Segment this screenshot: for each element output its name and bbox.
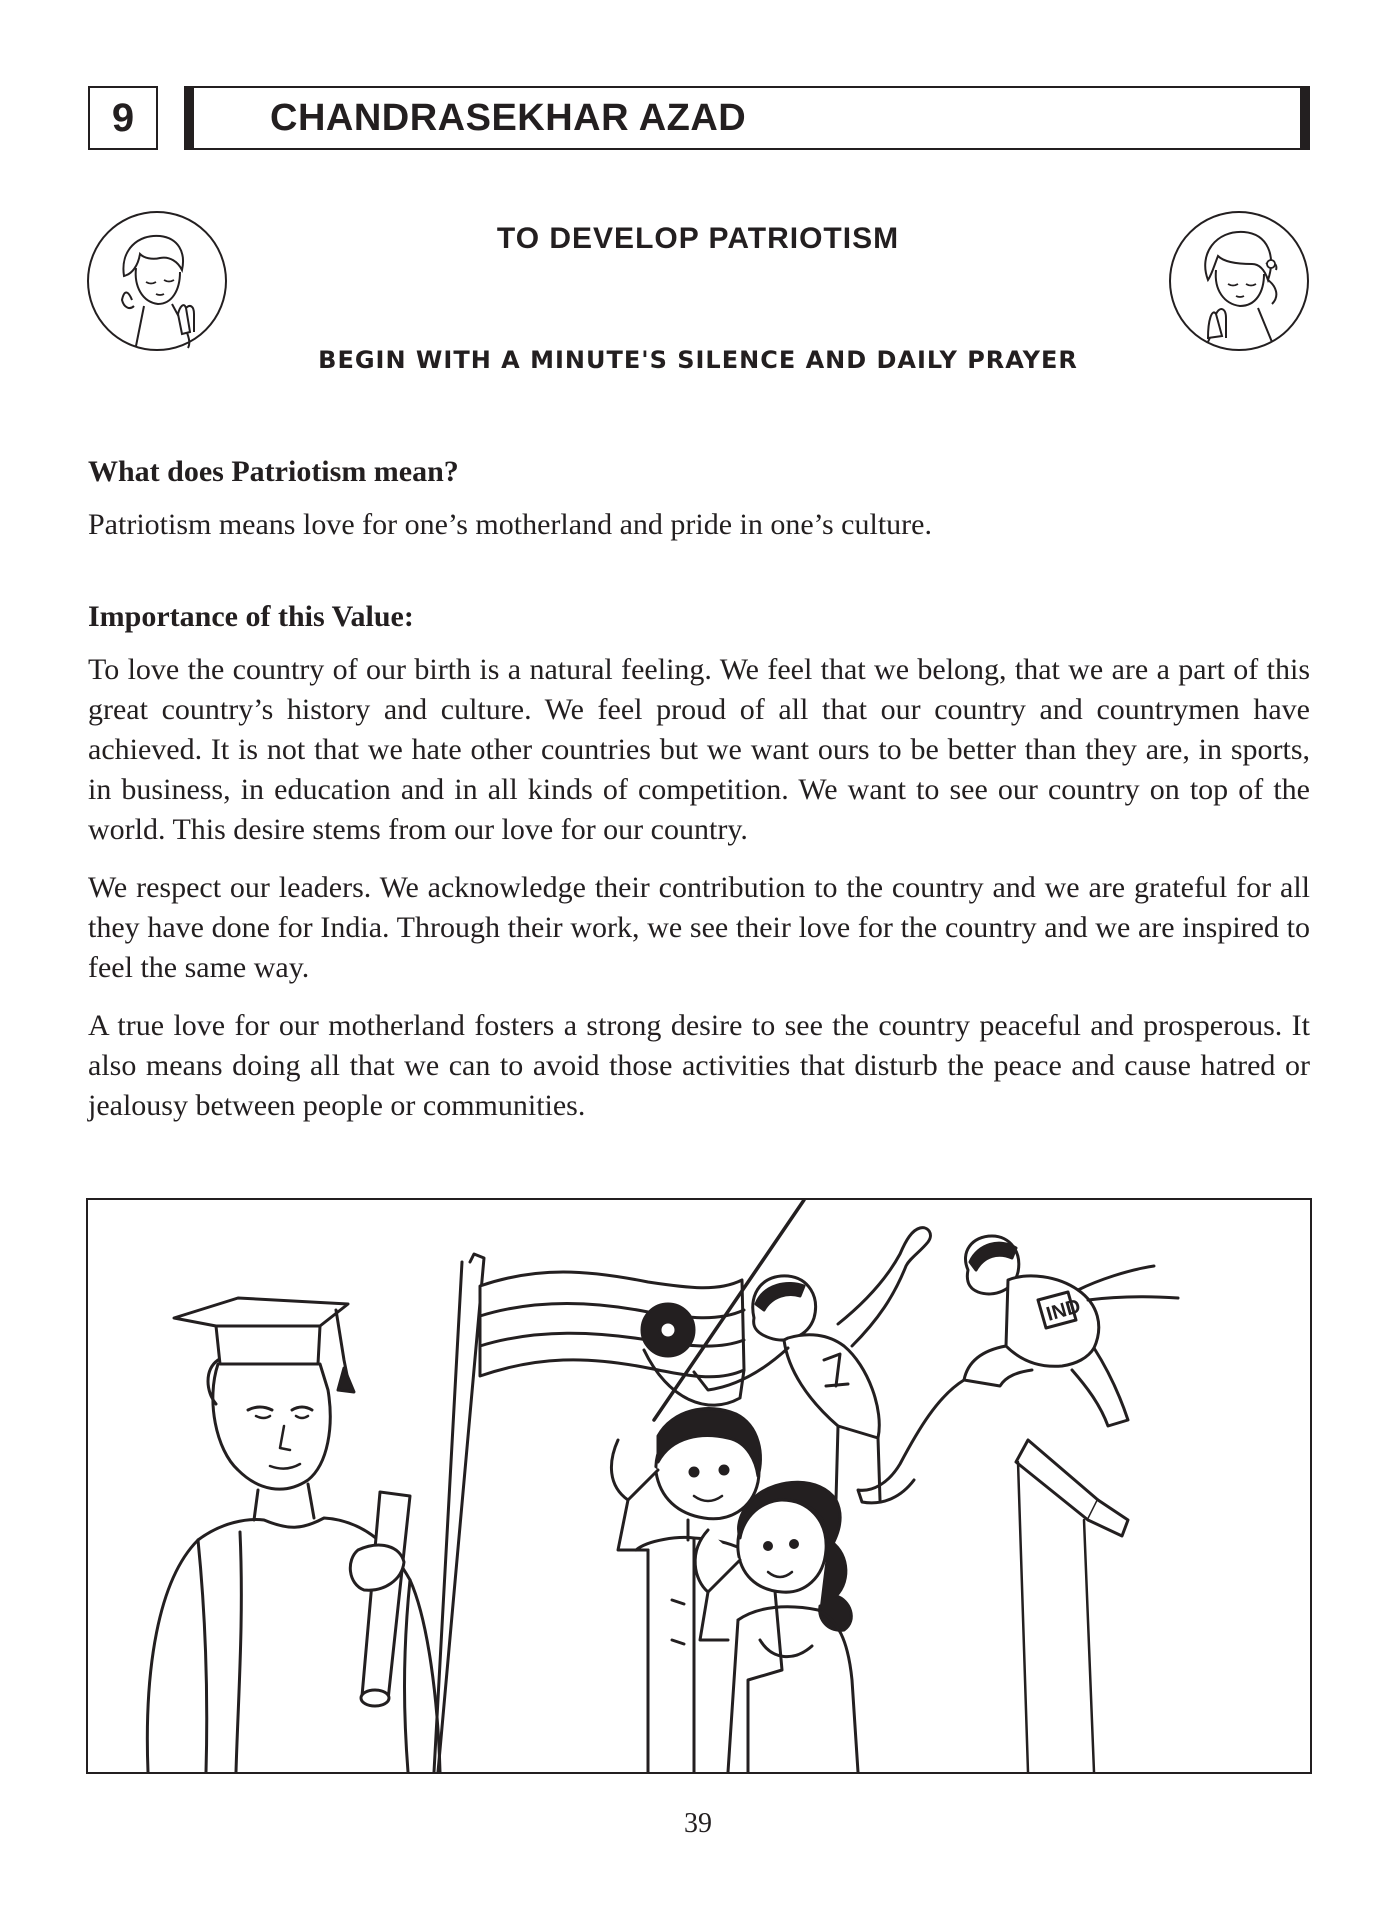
chapter-number: 9 [88, 86, 158, 150]
graduate-figure [147, 1298, 440, 1772]
chapter-title: CHANDRASEKHAR AZAD [184, 86, 1310, 150]
patriotism-illustration [86, 1198, 1312, 1774]
importance-paragraph: A true love for our motherland fosters a strong desire to see the country peaceful and prosperous. It also means doing all that we can to avoid those activities that disturb the peace and cause hatred or jealousy between people or communities. [88, 1009, 1310, 1122]
saluting-girl [695, 1482, 858, 1772]
saluting-boy [611, 1409, 782, 1772]
page-number: 39 [684, 1808, 712, 1839]
meaning-heading: What does Patriotism mean? [88, 455, 459, 488]
importance-paragraph: To love the country of our birth is a natural feeling. We feel that we belong, that we are a part of this great country’s history and culture. We feel proud of all that our country and countrymen have achieved. It is not that we hate other countries but we want ours to be better than they are, in sports, in business, in education and in all kinds of competition. We want to see our country on top of the world. This desire stems from our love for our country. [88, 653, 1310, 846]
importance-paragraph: We respect our leaders. We acknowledge their contribution to the country and we are grateful for all they have done for India. Through their work, we see their love for the country and we are inspired to feel the same way. [88, 871, 1310, 984]
lesson-subtitle: TO DEVELOP PATRIOTISM [496, 222, 900, 255]
hurdling-runner [858, 1236, 1178, 1772]
importance-heading: Importance of this Value: [88, 600, 414, 633]
prayer-instruction: BEGIN WITH A MINUTE'S SILENCE AND DAILY PRAYER [318, 346, 1078, 374]
meaning-text: Patriotism means love for one’s motherland and pride in one’s culture. [88, 508, 932, 541]
athlete-bib: IND [1043, 1295, 1084, 1326]
lesson-body [88, 452, 1310, 1144]
